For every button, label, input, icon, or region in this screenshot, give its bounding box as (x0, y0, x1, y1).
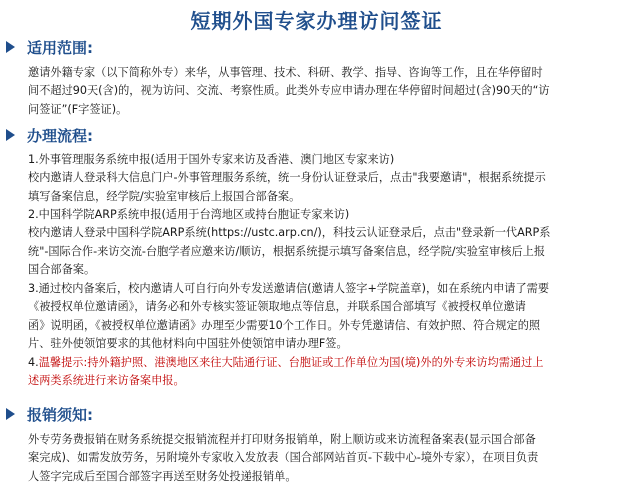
process-item-4-number: 4. (28, 356, 39, 369)
process-item-2: 2.中国科学院ARP系统申报(适用于台湾地区或持台胞证专家来访) 校内邀请人登录中国科学院ARP系统(https://ustc.arp.cn/)，科技云认证登录后，点击"登录新一代ARP系 统"-国际合作-来访交流-台胞学者应邀来访/顺访，根据系统提示填写备案信息，经学院/实验室审核后上报 国合部备案。 (28, 208, 551, 277)
triangle-bullet-icon (6, 408, 15, 420)
process-item-3: 3.通过校内备案后，校内邀请人可自行向外专发送邀请信(邀请人签字+学院盖章)，如在系统内申请了需要 《被授权单位邀请函》，请务必和外专核实签证领取地点等信息，并联系国合部填写《被授权单位邀请 函》说明函，《被授权单位邀请函》办理至少需要10个工作日。外专凭邀请信、有效护照、符合规定的照 片、驻外使领馆要求的其他材料向中国驻外使领馆申请办理F签。 (28, 282, 550, 351)
section-scope-text: 邀请外籍专家（以下简称外专）来华，从事管理、技术、科研、教学、指导、咨询等工作，且在华停留时 间不超过90天(含)的，视为访问、交流、考察性质。此类外专应申请办理在华停留时间超过(含)90天的“访 问签证”(F字签证)。 (28, 66, 550, 116)
section-process-header (6, 124, 93, 146)
section-reimburse-title: 报销须知: (27, 405, 93, 424)
triangle-bullet-icon (6, 41, 15, 53)
process-item-1: 1.外事管理服务系统申报(适用于国外专家来访及香港、澳门地区专家来访) 校内邀请人登录科大信息门户-外事管理服务系统，统一身份认证登录后，点击"我要邀请"，根据系统提示 填写备案信息，经学院/实验室审核后上报国合部备案。 (28, 153, 546, 203)
process-item-4 (28, 354, 628, 391)
triangle-bullet-icon (6, 129, 15, 141)
section-scope-header (6, 36, 93, 58)
section-process-title: 办理流程: (27, 126, 93, 145)
section-reimburse-header (6, 403, 93, 425)
process-item-4-warning: 温馨提示:持外籍护照、港澳地区来往大陆通行证、台胞证或工作单位为国(境)外的外专来访均需通过上 述两类系统进行来访备案申报。 (28, 356, 544, 388)
page-title: 短期外国专家办理访问签证 (190, 9, 443, 33)
section-scope-title: 适用范围: (27, 38, 93, 57)
section-reimburse-text: 外专劳务费报销在财务系统提交报销流程并打印财务报销单，附上顺访或来访流程备案表(显示国合部备 案完成)、如需发放劳务，另附境外专家收入发放表（国合部网站首页-下载中心-境外专家），在项目负责 人签字完成后至国合部签字再送至财务处投递报销单。 (28, 433, 539, 483)
